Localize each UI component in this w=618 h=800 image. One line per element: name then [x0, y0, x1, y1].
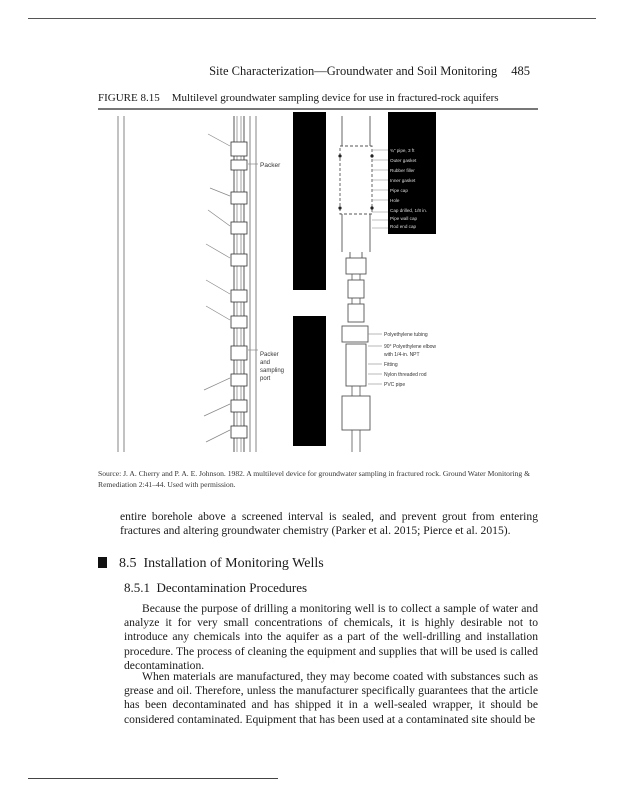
label-packer-sampling-4: port: [260, 376, 271, 382]
lower-label-3: with 1/4-in. NPT: [384, 352, 420, 358]
upper-label-1: ¾" pipe, 3 ft: [390, 148, 415, 153]
section-heading: [98, 556, 324, 572]
caption-rule: [98, 108, 538, 110]
upper-label-3: Rubber filler: [390, 168, 415, 173]
running-title: Site Characterization—Groundwater and Soil Monitoring: [209, 64, 498, 78]
lower-label-5: Nylon threaded rod: [384, 372, 427, 378]
redaction-block-left-top: [293, 112, 326, 290]
paragraph-continued: entire borehole above a screened interval is sealed, and prevent grout from entering fractures and altering groundwater chemistry (Parker et al. 2015; Pierce et al. 2015).: [120, 510, 538, 538]
page-number: 485: [511, 64, 530, 78]
label-packer: Packer: [260, 162, 281, 169]
upper-label-5: Pipe cap: [390, 188, 408, 193]
redaction-block-left-bottom: [293, 316, 326, 446]
paragraph-materials: When materials are manufactured, they may become coated with substances such as grease and oil. Therefore, unless the manufacturer specifically guarantees that the article has been decontaminated and has shipped it in a well-sealed wrapper, it should be considered contaminated. Equipment that has been used at a contaminated site should be: [124, 670, 538, 726]
paragraph-decontamination: Because the purpose of drilling a monitoring well is to collect a sample of water and analyze it for very small concentrations of chemicals, it is highly desirable not to introduce any chemicals into the aquifer as a part of the well-drilling and installation procedure. The process of cleaning the equipment and supplies that will be used is called decontamination.: [124, 602, 538, 672]
label-packer-sampling-2: and: [260, 360, 271, 366]
bottom-rule: [28, 778, 278, 779]
figure-source: Source: J. A. Cherry and P. A. E. Johnson. 1982. A multilevel device for groundwater sampling in fractured rock. Ground Water Monitoring & Remediation 2:41–44. Used with permission.: [98, 469, 531, 489]
label-packer-sampling-3: sampling: [260, 368, 285, 374]
upper-label-8: Pipe wall cap: [390, 216, 418, 221]
lower-label-1: Polyethylene tubing: [384, 332, 428, 338]
label-packer-sampling-1: Packer: [260, 352, 279, 358]
section-marker: [98, 557, 107, 568]
upper-label-2: Outer gasket: [390, 158, 417, 163]
section-title: Installation of Monitoring Wells: [143, 556, 324, 571]
top-rule: [28, 18, 596, 19]
lower-label-2: 90° Polyethylene elbow: [384, 344, 437, 350]
upper-label-9: Rod end cap: [390, 224, 417, 229]
section-number: 8.5: [119, 556, 137, 571]
upper-label-7: Cap drilled, 1/8 in.: [390, 208, 428, 213]
lower-label-6: PVC pipe: [384, 382, 406, 388]
upper-label-6: Hole: [390, 198, 400, 203]
subsection-title: Decontamination Procedures: [156, 580, 308, 595]
figure-caption: [98, 92, 538, 104]
figure-illustration: [98, 112, 538, 460]
figure-caption-text: Multilevel groundwater sampling device for use in fractured-rock aquifers: [171, 92, 499, 104]
subsection-number: 8.5.1: [124, 580, 150, 595]
upper-label-4: Inner gasket: [390, 178, 416, 183]
subsection-heading: [124, 580, 307, 596]
lower-label-4: Fitting: [384, 362, 398, 368]
figure-label: FIGURE 8.15: [98, 92, 160, 104]
running-header: [0, 64, 530, 79]
